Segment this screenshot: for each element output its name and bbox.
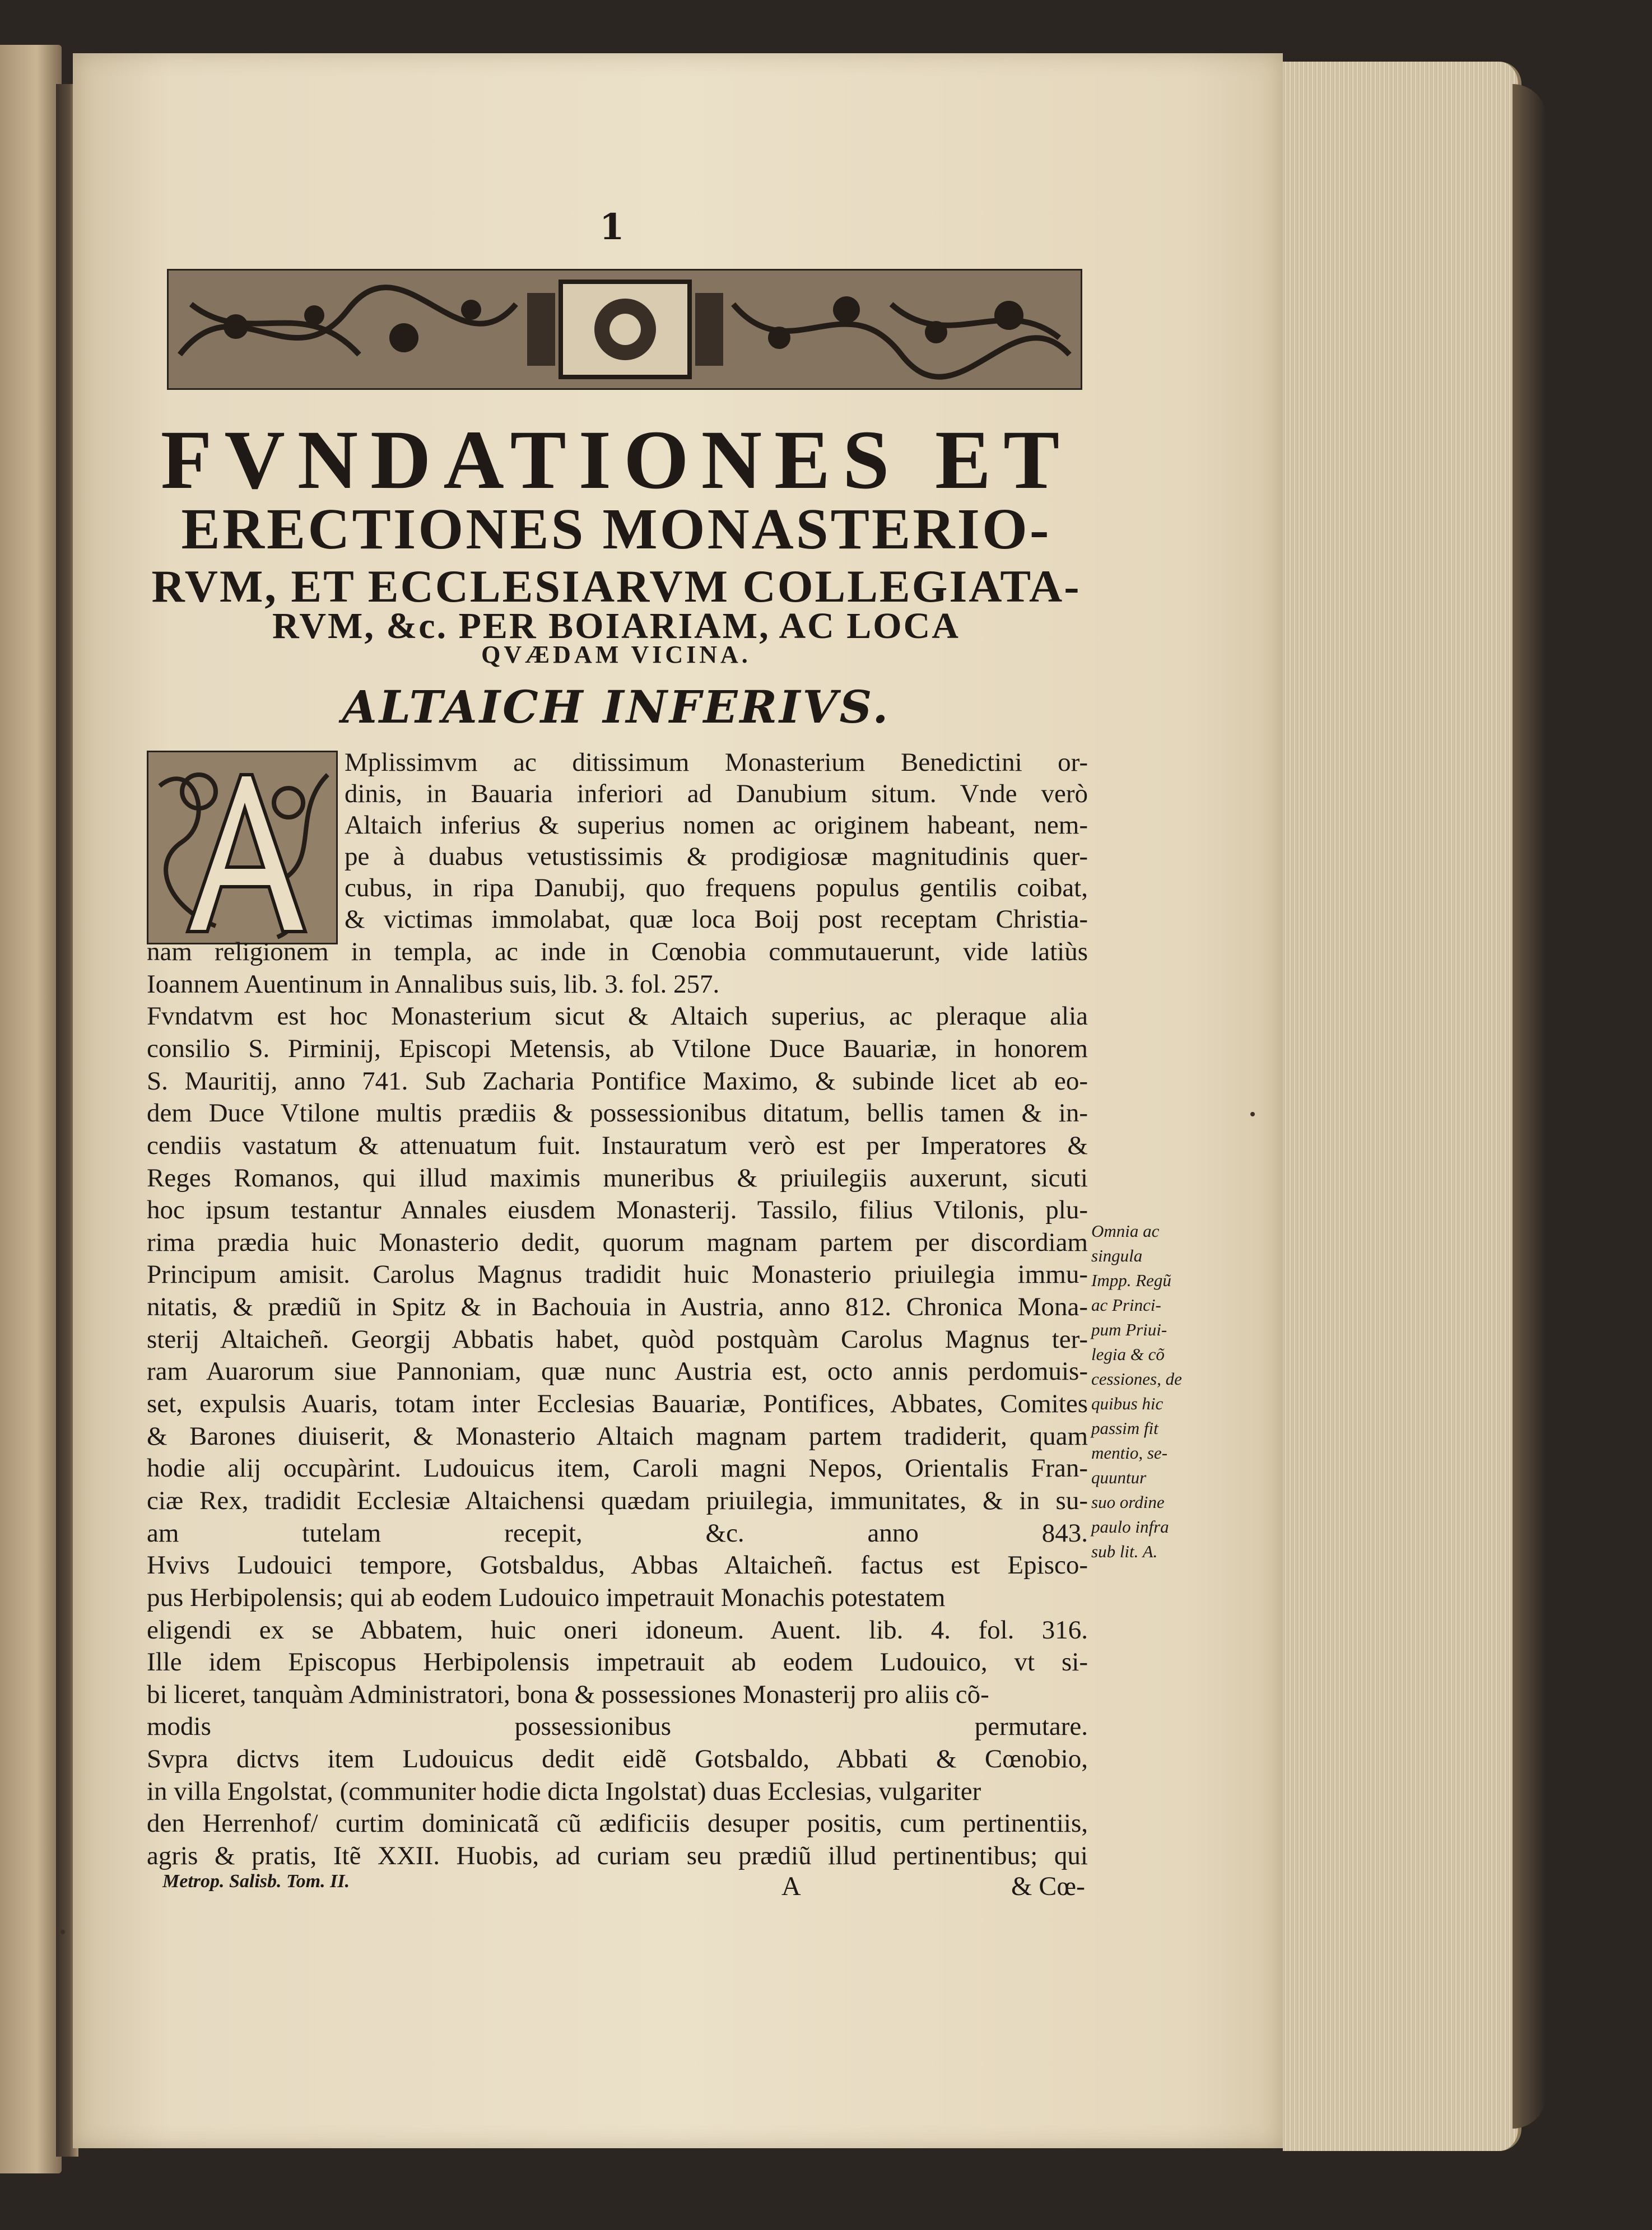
margin-note-line: mentio, se- xyxy=(1091,1443,1168,1463)
section-title: ALTAICH INFERIVS. xyxy=(342,681,891,733)
body-text-line: S. Mauritij, anno 741. Sub Zacharia Pontifice Maximo, & subinde licet ab eo- xyxy=(147,1067,1088,1096)
margin-note-line: Impp. Regũ xyxy=(1091,1270,1171,1290)
body-text-line: Fvndatvm est hoc Monasterium sicut & Altaich superius, ac pleraque alia xyxy=(147,1002,1088,1031)
body-text-line: Svpra dictvs item Ludouicus dedit eidẽ Gotsbaldo, Abbati & Cœnobio, xyxy=(147,1744,1088,1773)
title-line-4: RVM, &c. PER BOIARIAM, AC LOCA xyxy=(272,606,960,646)
margin-note-line: cessiones, de xyxy=(1091,1369,1182,1389)
margin-note-line: legia & cõ xyxy=(1091,1344,1165,1364)
margin-note-line: pum Priui- xyxy=(1091,1320,1167,1339)
decorated-initial-a xyxy=(147,751,338,944)
body-text-line: Reges Romanos, qui illud maximis muneribus & priuilegiis auxerunt, sicuti xyxy=(147,1163,1088,1193)
body-text-line: ciæ Rex, tradidit Ecclesiæ Altaichensi quædam priuilegia, immunitates, & in su- xyxy=(147,1486,1088,1515)
drop-cap-text-line: Altaich inferius & superius nomen ac originem habeant, nem- xyxy=(345,811,1088,840)
book-fore-edge-shadow xyxy=(1513,84,1546,2129)
body-text-line: in villa Engolstat, (communiter hodie dicta Ingolstat) duas Ecclesias, vulgariter xyxy=(147,1777,981,1806)
footer-running-title: Metrop. Salisb. Tom. II. xyxy=(162,1871,350,1892)
page-block-edges xyxy=(1283,62,1521,2151)
margin-note-line: passim fit xyxy=(1091,1418,1158,1438)
body-text-line: consilio S. Pirminij, Episcopi Metensis, ab Vtilone Duce Bauariæ, in honorem xyxy=(147,1034,1088,1063)
body-text-line: & Barones diuiserit, & Monasterio Altaich magnam partem tradiderit, quam xyxy=(147,1422,1088,1451)
body-text-line: set, expulsis Auaris, totam inter Ecclesias Bauariæ, Pontifices, Abbates, Comites xyxy=(147,1389,1088,1418)
body-text-line: Hvivs Ludouici tempore, Gotsbaldus, Abbas Altaicheñ. factus est Episco- xyxy=(147,1551,1088,1580)
footer-signature-mark: A xyxy=(781,1871,801,1901)
margin-note-line: quuntur xyxy=(1091,1468,1147,1487)
body-text-line: eligendi ex se Abbatem, huic oneri idoneum. Auent. lib. 4. fol. 316. xyxy=(147,1616,1088,1645)
left-page-edge xyxy=(0,45,62,2173)
margin-note-line: quibus hic xyxy=(1091,1394,1164,1413)
drop-cap-text-line: pe à duabus vetustissimis & prodigiosæ magnitudinis quer- xyxy=(345,842,1088,871)
title-line-1: FVNDATIONES ET xyxy=(160,413,1072,506)
body-text-line: dem Duce Vtilone multis prædiis & possessionibus ditatum, bellis tamen & in- xyxy=(147,1098,1088,1128)
page-number: 1 xyxy=(599,206,625,248)
body-text-line: Ioannem Auentinum in Annalibus suis, lib. 3. fol. 257. xyxy=(147,970,720,999)
body-text-line: am tutelam recepit, &c. anno 843. xyxy=(147,1519,1088,1548)
ink-speck xyxy=(61,1930,65,1934)
ornamental-headpiece xyxy=(167,269,1082,390)
drop-cap-text-line: & victimas immolabat, quæ loca Boij post receptam Christia- xyxy=(345,905,1088,934)
body-text-line: nam religionem in templa, ac inde in Cœnobia commutauerunt, vide latiùs xyxy=(147,937,1088,966)
body-text-line: bi liceret, tanquàm Administratori, bona & possessiones Monasterij pro aliis cõ- xyxy=(147,1680,989,1709)
drop-cap-text-line: Mplissimvm ac ditissimum Monasterium Benedictini or- xyxy=(345,748,1088,777)
margin-note-line: paulo infra xyxy=(1091,1517,1169,1537)
title-line-3: RVM, ET ECCLESIARVM COLLEGIATA- xyxy=(151,561,1081,612)
body-text-line: modis possessionibus permutare. xyxy=(147,1712,1088,1741)
body-text-line: ram Auarorum siue Pannoniam, quæ nunc Austria est, octo annis perdomuis- xyxy=(147,1357,1088,1386)
ink-speck xyxy=(1250,1112,1255,1116)
body-text-line: sterij Altaicheñ. Georgij Abbatis habet, quòd postquàm Carolus Magnus ter- xyxy=(147,1325,1088,1354)
body-text-line: Principum amisit. Carolus Magnus tradidit huic Monasterio priuilegia immu- xyxy=(147,1260,1088,1289)
body-text-line: Ille idem Episcopus Herbipolensis impetrauit ab eodem Ludouico, vt si- xyxy=(147,1647,1088,1677)
margin-note-line: ac Princi- xyxy=(1091,1295,1161,1315)
margin-note-line: sub lit. A. xyxy=(1091,1542,1158,1561)
drop-cap-text-line: dinis, in Bauaria inferiori ad Danubium situm. Vnde verò xyxy=(345,779,1088,808)
title-line-5: QVÆDAM VICINA. xyxy=(481,641,751,668)
margin-note-line: singula xyxy=(1091,1246,1143,1265)
body-text-line: rima prædia huic Monasterio dedit, quorum magnam partem per discordiam xyxy=(147,1228,1088,1257)
body-text-line: cendiis vastatum & attenuatum fuit. Instauratum verò est per Imperatores & xyxy=(147,1131,1088,1160)
title-line-2: ERECTIONES MONASTERIO- xyxy=(181,497,1051,561)
margin-note-line: Omnia ac xyxy=(1091,1221,1160,1241)
body-text-line: nitatis, & prædiũ in Spitz & in Bachouia in Austria, anno 812. Chronica Mona- xyxy=(147,1292,1088,1321)
body-text-line: den Herrenhof/ curtim dominicatã cũ ædificiis desuper positis, cum pertinentiis, xyxy=(147,1809,1088,1838)
body-text-line: pus Herbipolensis; qui ab eodem Ludouico impetrauit Monachis potestatem xyxy=(147,1583,946,1612)
initial-letter-a-icon xyxy=(148,752,336,943)
body-text-line: hoc ipsum testantur Annales eiusdem Monasterij. Tassilo, filius Vtilonis, plu- xyxy=(147,1195,1088,1225)
margin-note-line: suo ordine xyxy=(1091,1492,1165,1512)
footer-catchword: & Cœ- xyxy=(1011,1871,1085,1901)
body-text-line: hodie alij occupàrint. Ludouicus item, Caroli magni Nepos, Orientalis Fran- xyxy=(147,1454,1088,1483)
body-text-line: agris & pratis, Itẽ XXII. Huobis, ad curiam seu prædiũ illud pertinentibus; qui xyxy=(147,1841,1088,1870)
drop-cap-text-line: cubus, in ripa Danubij, quo frequens populus gentilis coibat, xyxy=(345,873,1088,902)
headpiece-ornament-icon xyxy=(169,271,1081,388)
